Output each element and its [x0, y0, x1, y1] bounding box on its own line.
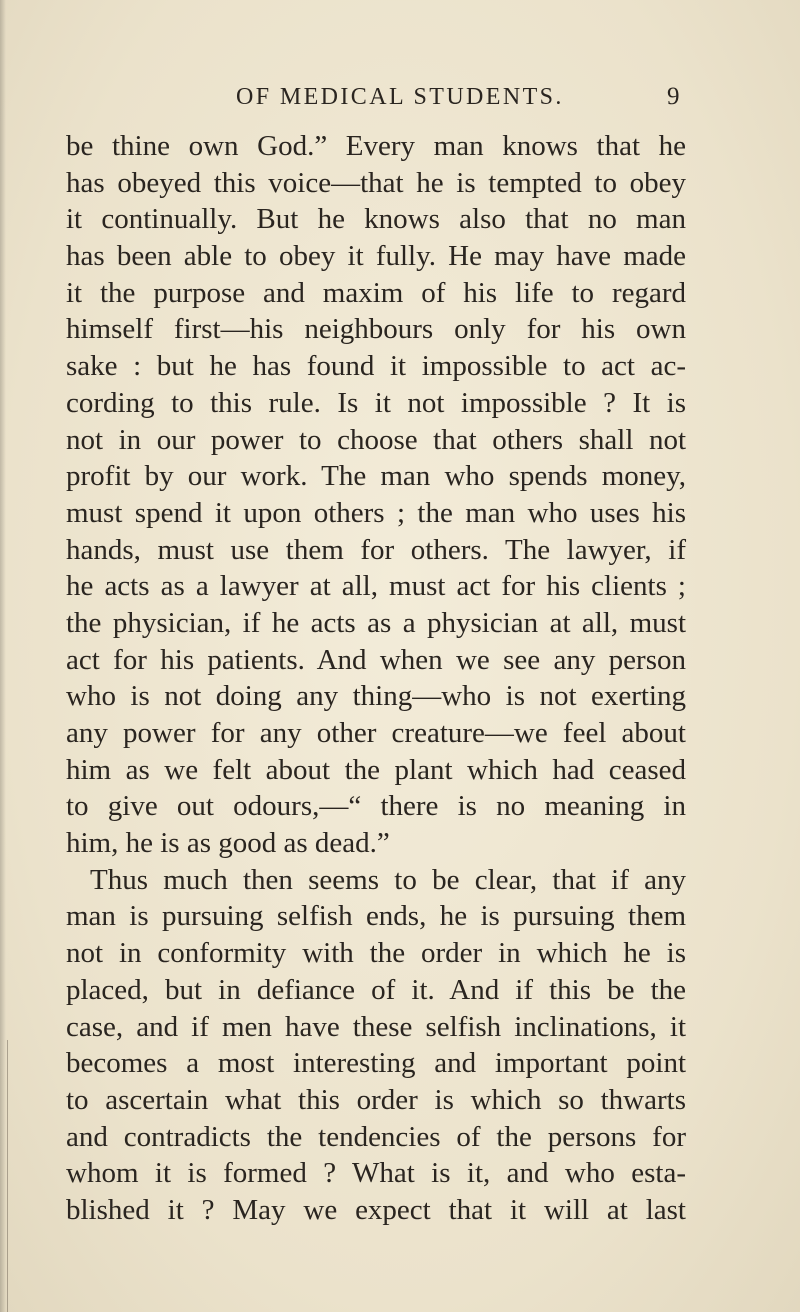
text-line: the physician, if he acts as a physician at all, must — [66, 606, 686, 639]
text-line: hands, must use them for others. The lawyer, if — [66, 533, 686, 566]
text-line: has obeyed this voice—that he is tempted to obey — [66, 166, 686, 199]
text-line: act for his patients. And when we see any person — [66, 643, 686, 676]
text-line: whom it is formed ? What is it, and who esta- — [66, 1157, 686, 1190]
text-line: him, he is as good as dead.” — [66, 827, 390, 860]
text-line: not in our power to choose that others shall not — [66, 423, 686, 456]
text-line: it the purpose and maxim of his life to regard — [66, 276, 686, 309]
text-line: has been able to obey it fully. He may have made — [66, 240, 686, 273]
text-line: be thine own God.” Every man knows that he — [66, 130, 686, 162]
binding-gutter-line — [7, 1040, 8, 1312]
text-line: profit by our work. The man who spends money, — [66, 460, 686, 493]
text-line: becomes a most interesting and important point — [66, 1047, 686, 1080]
text-line: to ascertain what this order is which so thwarts — [66, 1083, 686, 1116]
running-head — [0, 80, 800, 114]
paragraph-first-line: Thus much then seems to be clear, that if any — [90, 863, 686, 896]
binding-gutter-shadow — [0, 0, 6, 1312]
text-line: himself first—his neighbours only for his own — [66, 313, 686, 346]
text-line: not in conformity with the order in which he is — [66, 937, 686, 970]
text-line: case, and if men have these selfish inclinations, it — [66, 1010, 686, 1043]
text-line: sake : but he has found it impossible to act ac- — [66, 350, 686, 383]
text-line: any power for any other creature—we feel about — [66, 717, 686, 749]
text-line: must spend it upon others ; the man who uses his — [66, 496, 686, 529]
text-line: and contradicts the tendencies of the persons for — [66, 1120, 686, 1153]
text-line: him as we felt about the plant which had ceased — [66, 753, 686, 786]
text-line: man is pursuing selfish ends, he is pursuing them — [66, 900, 686, 933]
text-line: to give out odours,—“ there is no meaning in — [66, 790, 686, 823]
text-line: placed, but in defiance of it. And if this be the — [66, 973, 686, 1006]
text-line: he acts as a lawyer at all, must act for his clients ; — [66, 570, 686, 603]
text-line: it continually. But he knows also that no man — [66, 203, 686, 236]
running-title: OF MEDICAL STUDENTS. — [236, 84, 564, 110]
text-line: blished it ? May we expect that it will at last — [66, 1193, 686, 1226]
text-line: who is not doing any thing—who is not exerting — [66, 680, 686, 713]
body-text — [66, 128, 686, 1229]
text-line: cording to this rule. Is it not impossible ? It is — [66, 386, 686, 419]
page-number: 9 — [667, 83, 680, 110]
